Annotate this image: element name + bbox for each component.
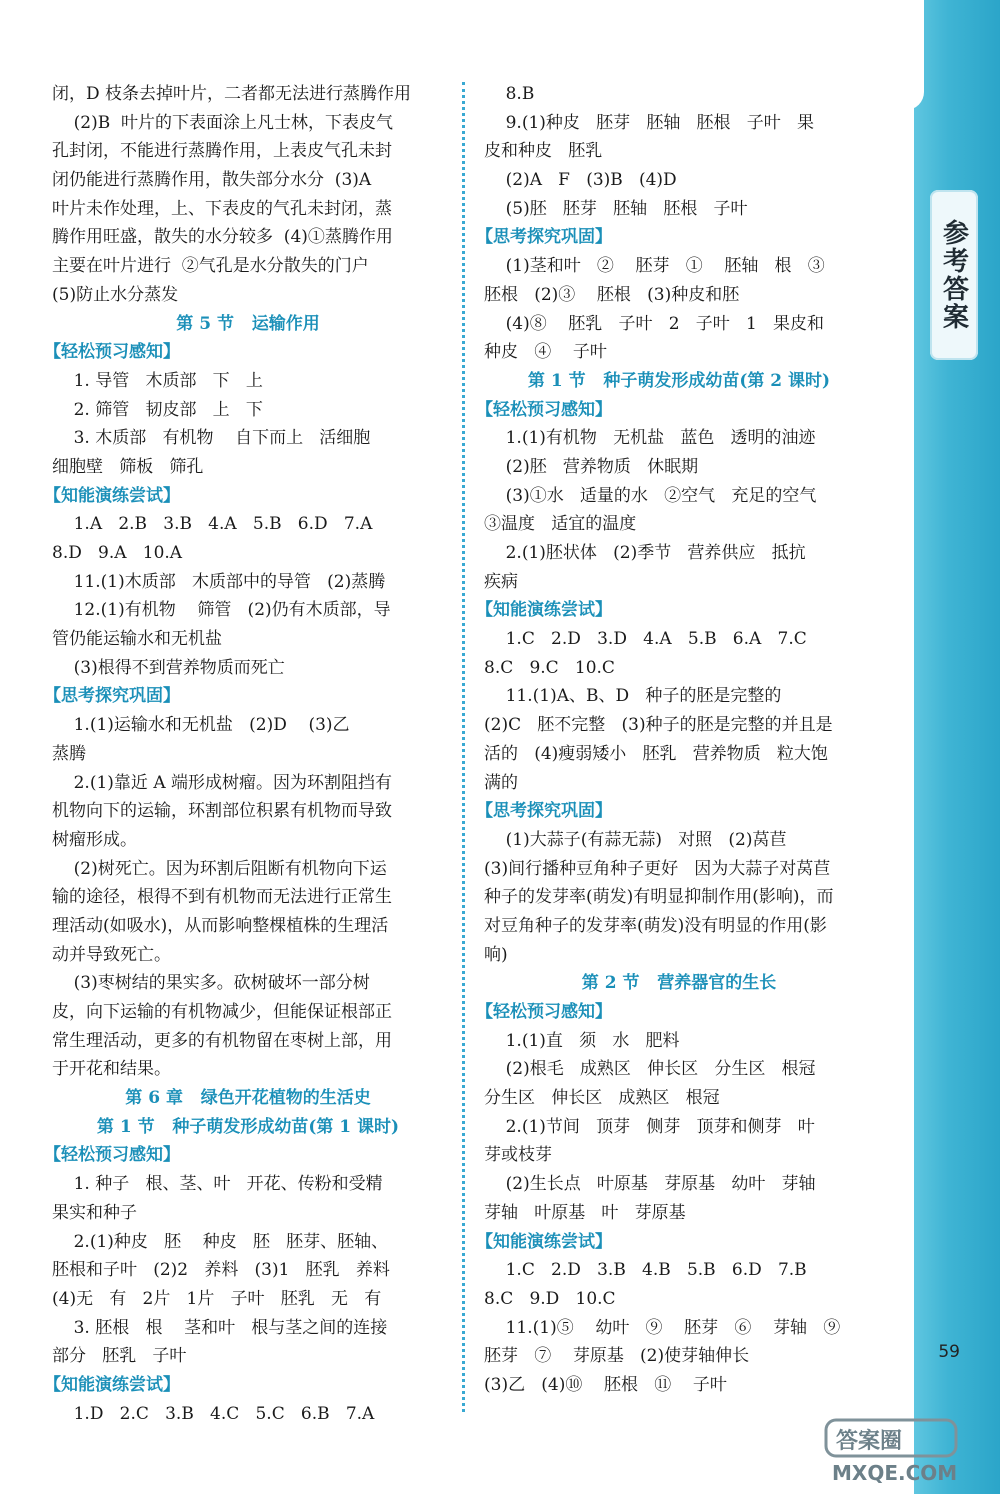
section-tag: 【知能演练尝试】 (44, 485, 180, 506)
answer-line: 芽或枝芽 (484, 1145, 552, 1166)
side-tab-answers: 参考答案 (930, 190, 978, 360)
answer-line: 12.(1)有机物 筛管 (2)仍有木质部，导 (52, 600, 391, 621)
section-tag: 【轻松预习感知】 (44, 342, 180, 363)
answer-line: (1)茎和叶 ② 胚芽 ① 胚轴 根 ③ (484, 256, 825, 277)
answer-line: 果实和种子 (52, 1202, 137, 1223)
answer-line: 8.D 9.A 10.A (52, 543, 183, 563)
answer-line: 机物向下的运输，环割部位积累有机物而导致 (52, 801, 392, 822)
answer-line: 芽轴 叶原基 叶 芽原基 (484, 1202, 686, 1223)
answer-line: ③温度 适宜的温度 (484, 514, 637, 535)
answer-line: 8.C 9.D 10.C (484, 1288, 616, 1309)
answer-line: 种皮 ④ 子叶 (484, 342, 607, 363)
answer-line: 闭仍能进行蒸腾作用，散失部分水分 (3)A (52, 170, 372, 191)
section-heading: 第 2 节 营养器官的生长 (581, 973, 777, 994)
answer-line: 响) (484, 944, 508, 965)
answer-line: 1.C 2.D 3.B 4.B 5.B 6.D 7.B (484, 1260, 807, 1281)
column-divider (462, 82, 465, 1412)
answer-line: 11.(1)⑤ 幼叶 ⑨ 胚芽 ⑥ 芽轴 ⑨ (484, 1317, 841, 1338)
answer-line: (2)胚 营养物质 休眠期 (484, 456, 699, 477)
answer-line: (3)根得不到营养物质而死亡 (52, 657, 285, 678)
answer-line: 对豆角种子的发芽率(萌发)没有明显的作用(影 (484, 915, 827, 936)
section-tag: 【轻松预习感知】 (476, 1002, 612, 1022)
answer-line: (2)B 叶片的下表面涂上凡士林，下表皮气 (52, 112, 393, 133)
answer-line: 8.C 9.C 10.C (484, 657, 615, 678)
answer-line: 细胞壁 筛板 筛孔 (52, 456, 204, 477)
answer-line: 3. 胚根 根 茎和叶 根与茎之间的连接 (52, 1317, 388, 1338)
answer-line: 理活动(如吸水)，从而影响整棵植株的生理活 (52, 915, 389, 936)
section-heading: 第 5 节 运输作用 (176, 313, 320, 334)
section-tag: 【思考探究巩固】 (476, 227, 612, 248)
answer-line: 闭，D 枝条去掉叶片，二者都无法进行蒸腾作用 (52, 84, 412, 104)
answer-line: 1. 种子 根、茎、叶 开花、传粉和受精 (52, 1174, 383, 1195)
answer-line: (1)大蒜子(有蒜无蒜) 对照 (2)莴苣 (484, 829, 787, 850)
band-notch (906, 0, 924, 110)
answer-line: 输的途径，根得不到有机物而无法进行正常生 (52, 887, 392, 908)
answer-line: 常生理活动，更多的有机物留在枣树上部，用 (52, 1030, 392, 1051)
answer-line: 叶片未作处理，上、下表皮的气孔未封闭，蒸 (52, 198, 392, 219)
answer-line: 腾作用旺盛，散失的水分较多 (4)①蒸腾作用 (52, 227, 393, 248)
answer-line: 种子的发芽率(萌发)有明显抑制作用(影响)，而 (484, 887, 834, 908)
section-tag: 【轻松预习感知】 (476, 399, 612, 420)
answer-line: 1.(1)直 须 水 肥料 (484, 1030, 680, 1051)
answer-line: 主要在叶片进行 ②气孔是水分散失的门户 (52, 256, 369, 277)
left-column (44, 80, 444, 1428)
answer-line: 1.(1)运输水和无机盐 (2)D (3)乙 (52, 715, 350, 736)
answer-line: 疾病 (484, 571, 518, 592)
answer-line: 2.(1)胚状体 (2)季节 营养供应 抵抗 (484, 543, 806, 563)
section-heading: 第 1 节 种子萌发形成幼苗(第 1 课时) (96, 1116, 400, 1137)
answer-line: 满的 (484, 772, 518, 793)
answer-line: 2. 筛管 韧皮部 上 下 (52, 399, 263, 420)
answer-line: 8.B (484, 84, 535, 104)
answer-line: 管仍能运输水和无机盐 (52, 629, 222, 650)
answer-line: 11.(1)A、B、D 种子的胚是完整的 (484, 686, 782, 707)
section-tag: 【思考探究巩固】 (44, 686, 180, 707)
answer-line: 1.A 2.B 3.B 4.A 5.B 6.D 7.A (52, 514, 373, 535)
section-heading: 第 6 章 绿色开花植物的生活史 (125, 1088, 371, 1109)
answer-line: (2)A F (3)B (4)D (484, 170, 677, 191)
section-tag: 【思考探究巩固】 (476, 801, 612, 822)
answer-line: (4)无 有 2片 1片 子叶 胚乳 无 有 (52, 1288, 382, 1309)
answer-line: (2)根毛 成熟区 伸长区 分生区 根冠 (484, 1059, 816, 1080)
answer-line: (2)生长点 叶原基 芽原基 幼叶 芽轴 (484, 1174, 816, 1195)
answer-line: 9.(1)种皮 胚芽 胚轴 胚根 子叶 果 (484, 112, 814, 133)
right-column (476, 80, 874, 1400)
answer-line: (5)胚 胚芽 胚轴 胚根 子叶 (484, 198, 748, 219)
watermark-logo (822, 1416, 982, 1488)
answer-line: 孔封闭，不能进行蒸腾作用，上表皮气孔未封 (52, 141, 392, 162)
watermark-brand: 答案圈 (836, 1429, 903, 1454)
answer-line: 3. 木质部 有机物 自下而上 活细胞 (52, 428, 371, 449)
answer-line: (4)⑧ 胚乳 子叶 2 子叶 1 果皮和 (484, 313, 824, 334)
answer-line: (3)枣树结的果实多。砍树破坏一部分树 (52, 973, 370, 994)
answer-line: 胚根和子叶 (2)2 养料 (3)1 胚乳 养料 (52, 1260, 390, 1281)
answer-line: 皮，向下运输的有机物减少，但能保证根部正 (52, 1002, 392, 1022)
answer-line: (3)①水 适量的水 ②空气 充足的空气 (484, 485, 817, 506)
answer-line: 胚根 (2)③ 胚根 (3)种皮和胚 (484, 284, 740, 305)
section-tag: 【知能演练尝试】 (44, 1374, 180, 1395)
answer-line: (2)C 胚不完整 (3)种子的胚是完整的并且是 (484, 715, 833, 736)
answer-line: (2)树死亡。因为环割后阻断有机物向下运 (52, 858, 387, 879)
answer-line: 2.(1)种皮 胚 种皮 胚 胚芽、胚轴、 (52, 1231, 389, 1252)
answer-line: 2.(1)节间 顶芽 侧芽 顶芽和侧芽 叶 (484, 1116, 815, 1137)
answer-line: 皮和种皮 胚乳 (484, 141, 603, 162)
answer-line: 部分 胚乳 子叶 (52, 1346, 187, 1367)
answer-line: 动并导致死亡。 (52, 944, 171, 965)
answer-line: 1.C 2.D 3.D 4.A 5.B 6.A 7.C (484, 629, 807, 650)
section-heading: 第 1 节 种子萌发形成幼苗(第 2 课时) (527, 370, 831, 391)
answer-line: 树瘤形成。 (52, 829, 137, 850)
answer-line: 于开花和结果。 (52, 1059, 171, 1080)
answer-line: 11.(1)木质部 木质部中的导管 (2)蒸腾 (52, 571, 386, 592)
answer-line: 胚芽 ⑦ 芽原基 (2)使芽轴伸长 (484, 1346, 750, 1367)
answer-line: (5)防止水分蒸发 (52, 284, 179, 305)
watermark-site: MXQE.COM (832, 1461, 958, 1485)
answer-line: 活的 (4)瘦弱矮小 胚乳 营养物质 粒大饱 (484, 743, 828, 764)
answer-line: 1.(1)有机物 无机盐 蓝色 透明的油迹 (484, 428, 816, 449)
answer-line: 分生区 伸长区 成熟区 根冠 (484, 1088, 720, 1109)
section-tag: 【知能演练尝试】 (476, 600, 612, 621)
answer-line: 2.(1)靠近 A 端形成树瘤。因为环割阻挡有 (52, 772, 392, 793)
section-tag: 【知能演练尝试】 (476, 1231, 612, 1252)
answer-line: 蒸腾 (52, 743, 86, 764)
answer-line: 1. 导管 木质部 下 上 (52, 370, 263, 391)
section-tag: 【轻松预习感知】 (44, 1145, 180, 1166)
answer-line: 1.D 2.C 3.B 4.C 5.C 6.B 7.A (52, 1403, 375, 1424)
answer-line: (3)间行播种豆角种子更好 因为大蒜子对莴苣 (484, 858, 831, 879)
page-number: 59 (938, 1342, 960, 1362)
answer-line: (3)乙 (4)⑩ 胚根 ⑪ 子叶 (484, 1374, 727, 1395)
